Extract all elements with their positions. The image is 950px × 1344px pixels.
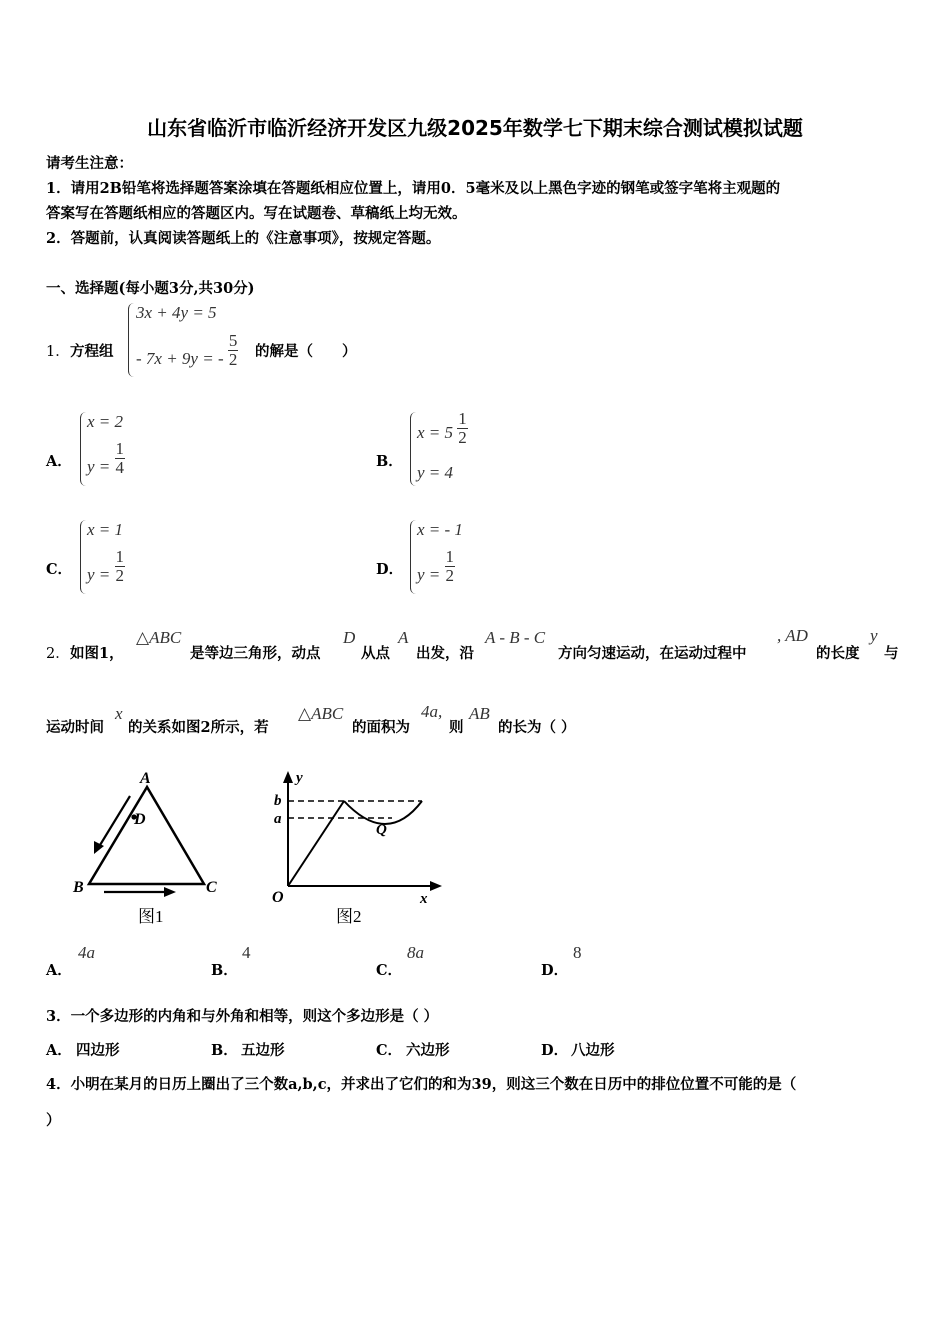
q1-number: 1．: [46, 344, 70, 360]
q2-option-a-label[interactable]: A．: [46, 962, 72, 979]
q1-eq2-left: - 7x + 9y = -: [136, 349, 224, 369]
q1-option-c-l1: x = 1: [87, 520, 124, 539]
q1-option-d-l2: [417, 548, 455, 585]
notice-line-2: 2．答题前，认真阅读答题纸上的《注意事项》，按规定答题。: [46, 230, 441, 247]
q2-text-7: 与: [884, 645, 899, 662]
q3-option-c-label[interactable]: C．: [376, 1042, 403, 1059]
fig1-label-d: D: [134, 811, 146, 828]
q2-math-4a: 4a,: [421, 702, 443, 721]
notice-heading: 请考生注意：: [46, 155, 133, 172]
fig1-label-c: C: [206, 879, 217, 896]
q4-text: 4．小明在某月的日历上圈出了三个数a,b,c，并求出了它们的和为39，则这三个数在日历中的排位位置不可能的是（: [46, 1076, 797, 1093]
q2-text-1: 如图1，: [70, 645, 124, 662]
fig2-label-y: y: [296, 770, 303, 786]
fig2-label-o: O: [272, 889, 284, 906]
q1-option-c-l2: [87, 548, 125, 585]
q2-math-ad: , AD: [777, 626, 808, 645]
q1-option-b-l2: y = 4: [417, 463, 454, 482]
fig2-label-x: x: [420, 891, 428, 907]
section-heading: 一、选择题(每小题3分,共30分): [46, 280, 255, 297]
q1-prefix: 方程组: [70, 343, 114, 360]
q2-math-path: A - B - C: [485, 628, 546, 647]
q1-option-b-l1: [417, 410, 468, 447]
q1-option-b-den: 2: [458, 427, 467, 447]
q3-option-c-value: 六边形: [406, 1042, 450, 1059]
q1-option-a-l2-left: y =: [87, 457, 111, 477]
q2-number: 2．: [46, 646, 70, 662]
q1-option-d-l1: x = - 1: [417, 520, 463, 539]
arrow-bc-head: [164, 887, 176, 897]
q1-option-d-den: 2: [445, 565, 455, 585]
q3-option-b-label[interactable]: B．: [211, 1042, 238, 1059]
q1-option-b-label[interactable]: B．: [376, 453, 403, 470]
y-axis-arrow: [283, 771, 293, 783]
q1-eq2-fraction: [228, 332, 239, 369]
fig2-label-q: Q: [376, 822, 387, 838]
q2-text-12: 的长为（ ）: [498, 719, 576, 736]
q2-text-9: 的关系如图2所示，若: [128, 719, 269, 736]
q2-math-abc-2: △ABC: [298, 704, 344, 723]
q4-text-2: ）: [46, 1112, 61, 1129]
q1-option-d-label[interactable]: D．: [376, 561, 404, 578]
q1-option-a-num: 1: [115, 439, 125, 458]
q1-option-d-num: 1: [445, 547, 455, 566]
q3-option-d-label[interactable]: D．: [541, 1042, 569, 1059]
q3-option-d-value: 八边形: [571, 1042, 615, 1059]
q1-eq1: 3x + 4y = 5: [136, 303, 217, 322]
q1-option-a-den: 4: [115, 457, 125, 477]
q1-option-a-brace: [80, 412, 87, 486]
q1-option-c-label[interactable]: C．: [46, 561, 73, 578]
q1-option-a-fraction: [115, 440, 126, 477]
q2-option-d-value: 8: [573, 943, 582, 962]
q1-option-d-l2-left: y =: [417, 565, 441, 585]
q2-text-8: 运动时间: [46, 719, 104, 736]
q3-option-a-label[interactable]: A．: [46, 1042, 72, 1059]
q2-math-x: x: [115, 704, 123, 723]
q1-option-a-l2: [87, 440, 125, 477]
q1-option-b-l1-left: x = 5: [417, 423, 454, 443]
q2-text-4: 出发，沿: [416, 645, 474, 662]
q1-option-b-num: 1: [458, 409, 467, 428]
q2-option-b-label[interactable]: B．: [211, 962, 238, 979]
q1-suffix: 的解是（ ）: [255, 343, 357, 360]
q3-option-a-value: 四边形: [76, 1042, 120, 1059]
fig1-label-b: B: [73, 879, 84, 896]
q2-option-c-value: 8a: [407, 943, 424, 962]
notice-line-1b: 答案写在答题纸相应的答题区内。写在试题卷、草稿纸上均无效。: [46, 205, 467, 222]
q1-eq2: [136, 332, 238, 369]
q1-option-c-den: 2: [115, 565, 125, 585]
q1-option-b-fraction: [457, 410, 468, 447]
q1-option-c-brace: [80, 520, 87, 594]
q2-option-d-label[interactable]: D．: [541, 962, 569, 979]
figure-1-triangle: [64, 762, 234, 932]
q1-eq2-num: 5: [228, 331, 238, 350]
q2-math-abc: △ABC: [136, 628, 182, 647]
q2-text-10: 的面积为: [352, 719, 410, 736]
q1-option-b-brace: [410, 412, 417, 486]
fig1-caption: 图1: [138, 907, 164, 926]
q2-text-5: 方向匀速运动，在运动过程中: [558, 645, 747, 662]
q1-option-a-l1: x = 2: [87, 412, 124, 431]
q2-math-y: y: [870, 626, 878, 645]
x-axis-arrow: [430, 881, 442, 891]
q2-text-3: 从点: [361, 645, 390, 662]
q1-option-a-label[interactable]: A．: [46, 453, 72, 470]
q2-text-2: 是等边三角形，动点: [190, 645, 321, 662]
fig2-label-b: b: [274, 793, 282, 809]
notice-line-1a: 1．请用2B铅笔将选择题答案涂填在答题纸相应位置上，请用0．5毫米及以上黑色字迹的钢笔或签字笔将主观题的: [46, 180, 781, 197]
fig1-label-a: A: [140, 770, 151, 787]
figure-2-graph: [262, 762, 452, 932]
fig2-caption: 图2: [336, 907, 362, 926]
q2-option-a-value: 4a: [78, 943, 95, 962]
q1-option-c-l2-left: y =: [87, 565, 111, 585]
q2-math-ab: AB: [469, 704, 490, 723]
q3-text: 3．一个多边形的内角和与外角和相等，则这个多边形是（ ）: [46, 1008, 439, 1025]
q2-math-d: D: [343, 628, 356, 647]
q1-brace: [128, 303, 135, 377]
q1-option-d-fraction: [445, 548, 456, 585]
q1-eq2-den: 2: [228, 349, 238, 369]
q3-option-b-value: 五边形: [241, 1042, 285, 1059]
graph-rise: [288, 801, 344, 886]
q1-option-c-fraction: [115, 548, 126, 585]
q2-math-a: A: [398, 628, 409, 647]
q2-option-c-label[interactable]: C．: [376, 962, 403, 979]
q2-option-b-value: 4: [242, 943, 251, 962]
q1-option-d-brace: [410, 520, 417, 594]
fig2-label-a: a: [274, 811, 282, 827]
q2-text-11: 则: [449, 719, 464, 736]
graph-curve: [344, 801, 422, 824]
q2-text-6: 的长度: [816, 645, 860, 662]
q1-option-c-num: 1: [115, 547, 125, 566]
page-title: 山东省临沂市临沂经济开发区九级2025年数学七下期末综合测试模拟试题: [147, 116, 803, 140]
